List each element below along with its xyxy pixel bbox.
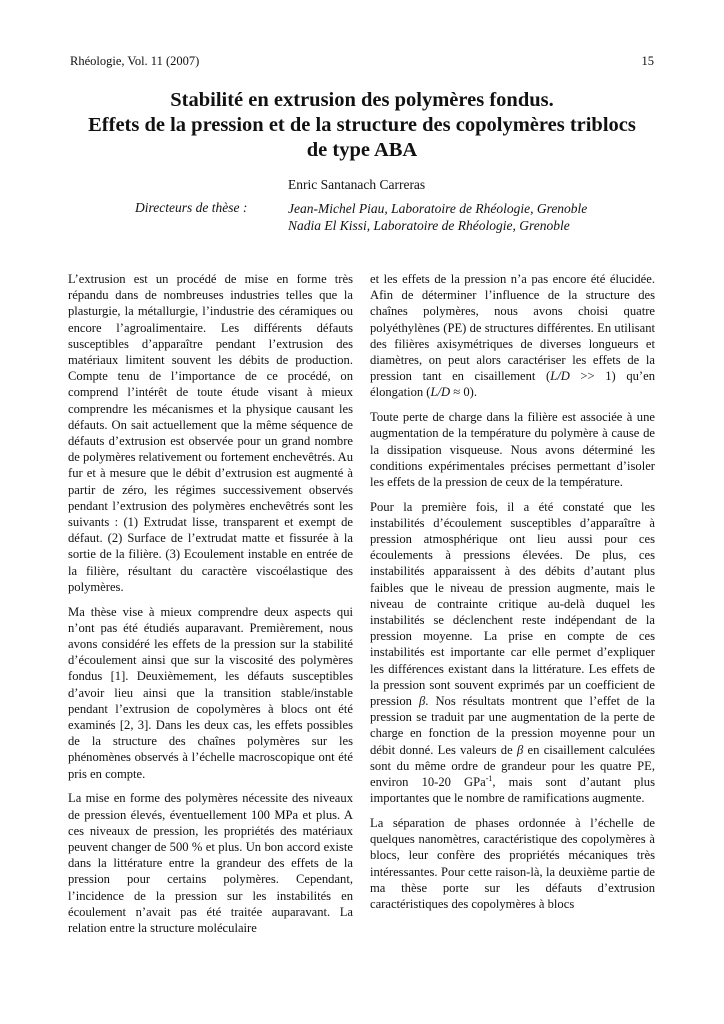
- text-segment: ≈ 0).: [450, 385, 477, 400]
- left-column: [68, 271, 353, 936]
- math-ld: L/D: [550, 369, 570, 384]
- text-segment: >> 1) qu’en élongation (: [370, 369, 655, 400]
- text-segment: et les effets de la pression n’a pas encore été élucidée. Afin de déterminer l’influence de la structure des chaînes polymères, nous avons choisi quatre polyéthylènes (PE) de structures différentes. En utilisant des filières axisymétriques de diverses longueurs et diamètres, on peut alors caractériser les effets de la pression tant en cisaillement (: [370, 272, 655, 384]
- text-segment: en cisaillement calculées sont du même ordre de grandeur pour les quatre PE, environ 10-20 GPa: [370, 742, 655, 790]
- superscript: -1: [485, 773, 493, 783]
- title-line-3: de type ABA: [306, 139, 418, 161]
- paragraph-aims: Ma thèse vise à mieux comprendre deux aspects qui n’ont pas été étudiés auparavant. Premièrement, nous avons considéré les effets de la pression sur la stabilité d’écoulement ainsi que sur la viscosité des polymères fondus [1]. Deuxièmement, les défauts susceptibles d’avoir lieu ainsi que la transition stable/instable pendant l’extrusion de copolymères à blocs ont été examinés [2, 3]. Dans les deux cas, les effets possibles de la structure des chaînes polymères sur les phénomènes observés à l’échelle macroscopique ont été pris en compte.: [68, 604, 353, 781]
- director-2: Nadia El Kissi, Laboratoire de Rhéologie, Grenoble: [288, 218, 570, 233]
- director-1: Jean-Michel Piau, Laboratoire de Rhéologie, Grenoble: [288, 201, 588, 216]
- right-column: [370, 271, 655, 912]
- paragraph-pressure: La mise en forme des polymères nécessite des niveaux de pression élevés, éventuellement 100 MPa et plus. A ces niveaux de pression, les propriétés des matériaux peuvent changer de 500 % et plus. Un bon accord existe dans la littérature entre la grandeur des effets de la pression pour certains polymères. Cependant, l’incidence de la pression sur les instabilités en écoulement n’avait pas été traitée auparavant. La relation entre la structure moléculaire: [68, 791, 353, 935]
- title-line-2: Effets de la pression et de la structure des copolymères triblocs: [88, 114, 636, 136]
- title-line-1: Stabilité en extrusion des polymères fondus.: [170, 89, 554, 111]
- paragraph-intro: L’extrusion est un procédé de mise en forme très répandu dans de nombreuses industries telles que la plasturgie, la métallurgie, l’industrie des céramiques ou encore l’agroalimentaire. Les différents défauts susceptibles d’apparaître pendant l’extrusion des matériaux limitent souvent les débits de production. Compte tenu de l’importance de ce procédé, on comprend l’intérêt de toute étude visant à mieux comprendre les mécanismes et la physique causant les défauts. On sait actuellement que la même séquence de défauts d’extrusion est observée pour un grand nombre de polymères relativement ou fortement enchevêtrés. Au fur et à mesure que le débit d’extrusion est augmenté à partir de zéro, les régimes successivement observés pendant l’extrusion des polymères enchevêtrés sont les suivants : (1) Extrudat lisse, transparent et exempt de défaut. (2) Surface de l’extrudat matte et fissurée à la sortie de la filière. (3) Ecoulement instable en entrée de la filière, résultant du caractère viscoélastique des polymères.: [68, 272, 354, 594]
- text-segment: , mais sont d’autant plus importantes que le nombre de ramifications augmente.: [370, 775, 656, 806]
- paper-title: [60, 88, 664, 163]
- paragraph-structure: [370, 271, 655, 401]
- paragraph-results: [370, 499, 655, 807]
- math-beta: β: [419, 694, 426, 709]
- journal-header: Rhéologie, Vol. 11 (2007): [70, 54, 200, 68]
- math-beta: β: [516, 742, 524, 757]
- paragraph-temperature: Toute perte de charge dans la filière est associée à une augmentation de la température du polymère à cause de la dissipation visqueuse. Nous avons déterminé les conditions expérimentales précises permettant d’isoler les effets de la pression de ceux de la température.: [370, 410, 655, 489]
- page-number: 15: [641, 54, 654, 68]
- math-ld: L/D: [430, 385, 451, 400]
- text-segment: Pour la première fois, il a été constaté que les instabilités d’écoulement susceptibles d’apparaître à pression atmosphérique ont lieu aussi pour ces écoulements à pressions élevées. De plus, ces instabilités apparaissent à des débits d’autant plus faibles que le niveau de pression augmente, mais le niveau de contrainte critique au-delà duquel les instabilités se déclenchent reste indépendant de la pression moyenne. La prise en compte de ces instabilités est importante car elle permet d’expliquer les différences existant dans la littérature. Les effets de la pression sont souvent exprimés par un coefficient de pression: [370, 499, 655, 709]
- text-segment: . Nos résultats montrent que l’effet de la pression se traduit par une augmentation de la perte de charge en fonction de la pression moyenne pour un débit donné. Les valeurs de: [370, 694, 655, 757]
- directors-names: [288, 200, 587, 234]
- paragraph-copolymers: La séparation de phases ordonnée à l’échelle de quelques nanomètres, caractéristique des copolymères à blocs, leur confère des propriétés mécaniques très intéressantes. Pour cette raison-là, la deuxième partie de ma thèse porte sur les défauts d’extrusion caractéristiques des copolymères à blocs: [370, 816, 655, 912]
- author-name: Enric Santanach Carreras: [288, 177, 426, 192]
- directors-label: Directeurs de thèse :: [135, 200, 248, 215]
